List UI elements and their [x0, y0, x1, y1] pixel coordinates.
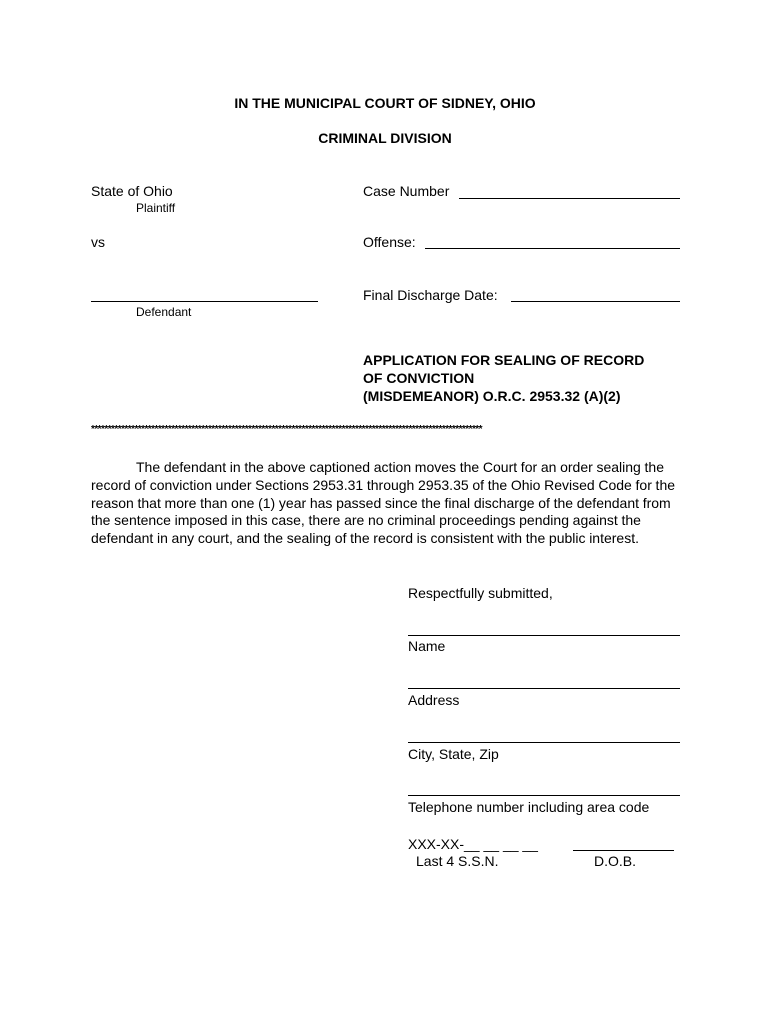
name-field[interactable]: [408, 635, 680, 636]
case-number-field[interactable]: [459, 198, 680, 199]
defendant-name-field[interactable]: [91, 301, 318, 302]
city-state-zip-field[interactable]: [408, 742, 680, 743]
application-title-line1: APPLICATION FOR SEALING OF RECORD: [363, 352, 645, 368]
case-number-label: Case Number: [363, 183, 450, 199]
dob-field[interactable]: [573, 850, 674, 851]
application-title-line2: OF CONVICTION: [363, 370, 475, 386]
dob-label: D.O.B.: [594, 853, 637, 869]
name-label: Name: [408, 638, 446, 654]
final-discharge-label: Final Discharge Date:: [363, 287, 498, 303]
final-discharge-field[interactable]: [511, 301, 680, 302]
asterisk-separator: *********************************************************************************************************************: [91, 424, 482, 435]
address-label: Address: [408, 692, 460, 708]
telephone-label: Telephone number including area code: [408, 799, 650, 815]
plaintiff-label: Plaintiff: [136, 201, 176, 215]
vs-label: vs: [91, 234, 105, 250]
telephone-field[interactable]: [408, 795, 680, 796]
offense-label: Offense:: [363, 234, 416, 250]
closing-text: Respectfully submitted,: [408, 585, 553, 601]
ssn-field[interactable]: XXX-XX-__ __ __ __: [408, 836, 538, 852]
court-title: IN THE MUNICIPAL COURT OF SIDNEY, OHIO: [234, 95, 536, 111]
defendant-label: Defendant: [136, 305, 192, 319]
city-state-zip-label: City, State, Zip: [408, 746, 499, 762]
address-field[interactable]: [408, 688, 680, 689]
plaintiff-name: State of Ohio: [91, 183, 173, 199]
offense-field[interactable]: [425, 248, 680, 249]
motion-paragraph: The defendant in the above captioned action moves the Court for an order sealing the record of conviction under Sections 2953.31 through 2953.35 of the Ohio Revised Code for the reason that more than one (1) year has passed since the final discharge of the defendant from the sentence imposed in this case, there are no criminal proceedings pending against the defendant in any court, and the sealing of the record is consistent with the public interest.: [91, 459, 676, 547]
ssn-label: Last 4 S.S.N.: [416, 853, 499, 869]
application-title-line3: (MISDEMEANOR) O.R.C. 2953.32 (A)(2): [363, 388, 621, 404]
division-title: CRIMINAL DIVISION: [318, 130, 452, 146]
